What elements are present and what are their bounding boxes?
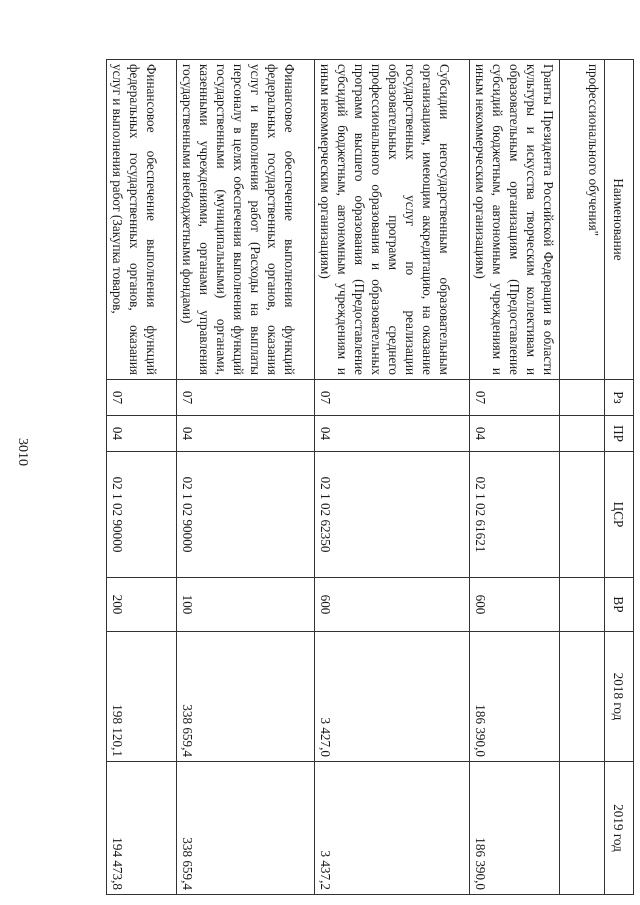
row-vr: 600 xyxy=(470,578,560,632)
row-pr: 04 xyxy=(315,416,470,452)
header-pr: ПР xyxy=(605,416,634,452)
row-name: Финансовое обеспечение выполнения функций федеральных государственных органов, оказания услуг и выполнения работ (Закупка товаров, xyxy=(107,60,177,380)
row-2019: 194 473,8 xyxy=(107,762,177,895)
table-row xyxy=(177,60,315,895)
row-vr: 100 xyxy=(177,578,315,632)
header-2019: 2019 год xyxy=(605,762,634,895)
row-rz: 07 xyxy=(177,380,315,416)
row-pr: 04 xyxy=(470,416,560,452)
header-name: Наименование xyxy=(605,60,634,380)
row-name: Финансовое обеспечение выполнения функций федеральных государственных органов, оказания услуг и выполнения работ (Расходы на выплаты персоналу в целях обеспечения выполнения функций государственными (муниципальными) органами, казенными учреждениями, органами управления государственными внебюджетными фондами) xyxy=(177,60,315,380)
row-name: Субсидии негосударственным образовательным организациям, имеющим аккредитацию, на оказание государственных услуг по реализации образовательных программ среднего профессионального образования и образовательных программ высшего образования (Предоставление субсидий бюджетным, автономным учреждениям и иным некоммерческим организациям) xyxy=(315,60,470,380)
header-rz: Рз xyxy=(605,380,634,416)
row-csr: 02 1 02 90000 xyxy=(107,452,177,578)
row-2019: 3 437,2 xyxy=(315,762,470,895)
row-2018: 3 427,0 xyxy=(315,632,470,762)
table-row xyxy=(470,60,560,895)
header-2018: 2018 год xyxy=(605,632,634,762)
table-row xyxy=(560,60,605,895)
row-rz: 07 xyxy=(470,380,560,416)
table-row xyxy=(107,60,177,895)
row-csr: 02 1 02 62350 xyxy=(315,452,470,578)
row-name: Гранты Президента Российской Федерации в области культуры и искусства творческим коллективам и образовательным организациям (Предоставление субсидий бюджетным, автономным учреждениям и иным некоммерческим организациям) xyxy=(470,60,560,380)
row-2019: 338 659,4 xyxy=(177,762,315,895)
row-rz: 07 xyxy=(107,380,177,416)
row-vr: 600 xyxy=(315,578,470,632)
row-2019: 186 390,0 xyxy=(470,762,560,895)
row-vr: 200 xyxy=(107,578,177,632)
row-csr: 02 1 02 61621 xyxy=(470,452,560,578)
row-2018: 186 390,0 xyxy=(470,632,560,762)
row-rz: 07 xyxy=(315,380,470,416)
header-csr: ЦСР xyxy=(605,452,634,578)
rotated-page-content xyxy=(56,59,634,894)
page-number: 3010 xyxy=(15,438,30,466)
table-row xyxy=(315,60,470,895)
row-csr: 02 1 02 90000 xyxy=(177,452,315,578)
table-header-row xyxy=(605,60,634,895)
header-vr: ВР xyxy=(605,578,634,632)
row-name: профессионального обучения" xyxy=(560,60,605,380)
row-pr: 04 xyxy=(107,416,177,452)
row-pr: 04 xyxy=(177,416,315,452)
row-2018: 338 659,4 xyxy=(177,632,315,762)
budget-table xyxy=(106,59,634,895)
row-2018: 198 120,1 xyxy=(107,632,177,762)
